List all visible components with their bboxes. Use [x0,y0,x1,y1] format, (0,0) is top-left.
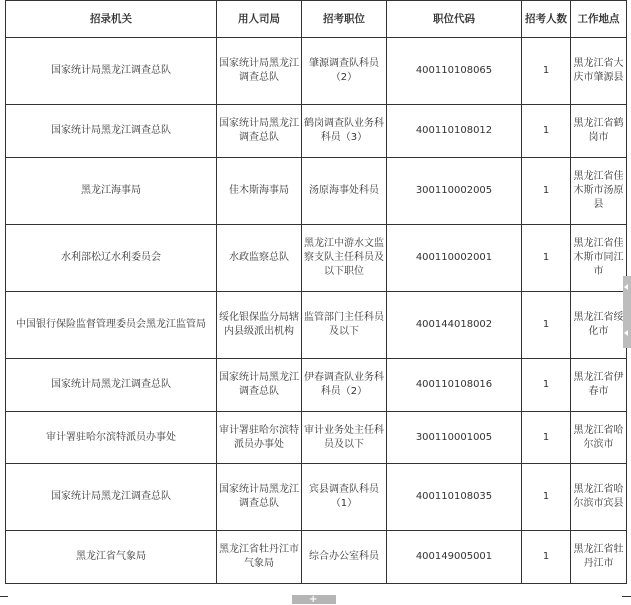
cell-count: 1 [522,531,571,584]
cell-code: 400110108035 [387,464,522,531]
cell-count: 1 [522,464,571,531]
table-row [6,225,627,292]
cell-location: 黑龙江省佳木斯市汤原县 [571,158,627,225]
cell-department: 国家统计局黑龙江调查总队 [217,38,302,105]
cell-code: 400110108016 [387,359,522,412]
cell-count: 1 [522,292,571,359]
side-collapse-tab[interactable] [623,276,631,348]
cell-agency: 国家统计局黑龙江调查总队 [6,38,217,105]
cell-position: 肇源调查队科员（2） [302,38,387,105]
cell-code: 400110002001 [387,225,522,292]
table-row [6,292,627,359]
cell-location: 黑龙江省鹤岗市 [571,105,627,158]
cell-position: 鹤岗调查队业务科科员（3） [302,105,387,158]
cell-agency: 水利部松辽水利委员会 [6,225,217,292]
cell-agency: 黑龙江海事局 [6,158,217,225]
header-agency: 招录机关 [6,1,217,38]
add-button[interactable] [292,595,336,604]
cell-department: 绥化银保监分局辖内县级派出机构 [217,292,302,359]
cell-department: 审计署驻哈尔滨特派员办事处 [217,412,302,464]
cell-count: 1 [522,158,571,225]
table-row [6,531,627,584]
cell-count: 1 [522,412,571,464]
cell-location: 黑龙江省大庆市肇源县 [571,38,627,105]
cell-code: 400110108065 [387,38,522,105]
cell-position: 伊春调查队业务科科员（2） [302,359,387,412]
cell-department: 国家统计局黑龙江调查总队 [217,105,302,158]
cell-location: 黑龙江省绥化市 [571,292,627,359]
cell-code: 400149005001 [387,531,522,584]
job-listing-table [5,0,627,584]
cell-department: 国家统计局黑龙江调查总队 [217,464,302,531]
cell-department: 佳木斯海事局 [217,158,302,225]
cell-agency: 国家统计局黑龙江调查总队 [6,464,217,531]
table-row [6,464,627,531]
cell-count: 1 [522,359,571,412]
cell-location: 黑龙江省佳木斯市同江市 [571,225,627,292]
collapse-arrow-icon [624,284,628,290]
plus-icon: + [309,594,318,605]
table-row [6,359,627,412]
cell-location: 黑龙江省伊春市 [571,359,627,412]
cell-position: 审计业务处主任科员及以下 [302,412,387,464]
corner-mark [0,596,8,597]
table-row [6,38,627,105]
cell-count: 1 [522,38,571,105]
cell-location: 黑龙江省哈尔滨市宾县 [571,464,627,531]
cell-department: 国家统计局黑龙江调查总队 [217,359,302,412]
cell-count: 1 [522,225,571,292]
corner-mark [622,596,631,597]
cell-code: 400110108012 [387,105,522,158]
cell-code: 300110002005 [387,158,522,225]
header-department: 用人司局 [217,1,302,38]
header-position: 招考职位 [302,1,387,38]
cell-position: 汤原海事处科员 [302,158,387,225]
table-header-row [6,1,627,38]
cell-location: 黑龙江省牡丹江市 [571,531,627,584]
cell-position: 宾县调查队科员（1） [302,464,387,531]
cell-position: 监管部门主任科员及以下 [302,292,387,359]
cell-count: 1 [522,105,571,158]
table-row [6,105,627,158]
cell-agency: 审计署驻哈尔滨特派员办事处 [6,412,217,464]
cell-position: 黑龙江中游水文监察支队主任科员及以下职位 [302,225,387,292]
cell-department: 黑龙江省牡丹江市气象局 [217,531,302,584]
cell-agency: 中国银行保险监督管理委员会黑龙江监管局 [6,292,217,359]
cell-agency: 黑龙江省气象局 [6,531,217,584]
table-row [6,412,627,464]
collapse-arrow-icon [624,330,628,336]
cell-position: 综合办公室科员 [302,531,387,584]
job-table-container [5,0,626,584]
cell-agency: 国家统计局黑龙江调查总队 [6,359,217,412]
cell-code: 400144018002 [387,292,522,359]
cell-location: 黑龙江省哈尔滨市 [571,412,627,464]
header-location: 工作地点 [571,1,627,38]
cell-department: 水政监察总队 [217,225,302,292]
header-count: 招考人数 [522,1,571,38]
header-code: 职位代码 [387,1,522,38]
table-row [6,158,627,225]
cell-code: 300110001005 [387,412,522,464]
cell-agency: 国家统计局黑龙江调查总队 [6,105,217,158]
